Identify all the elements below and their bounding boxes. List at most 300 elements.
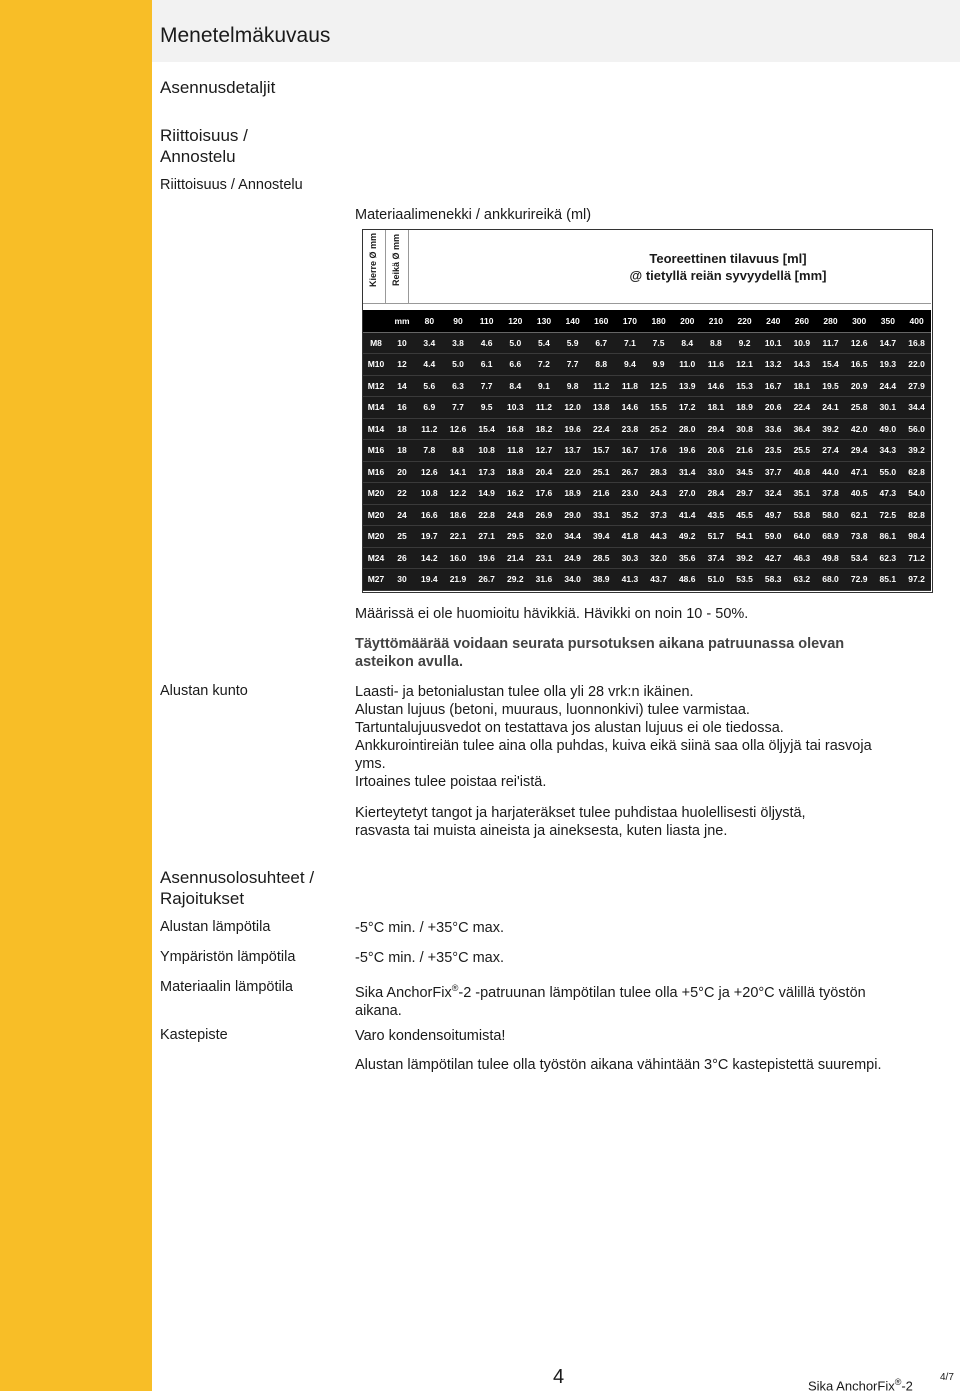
text-line: Ankkurointireiän tulee aina olla puhdas, kuiva eikä siinä saa olla öljyjä tai rasvoja xyxy=(355,738,872,754)
table-cell: 37.3 xyxy=(644,504,673,526)
table-title-line1: Teoreettinen tilavuus [ml] xyxy=(649,251,807,266)
table-cell: 97.2 xyxy=(902,569,931,591)
table-row xyxy=(363,332,931,354)
table-cell: 14.7 xyxy=(874,332,903,354)
table-cell: M16 xyxy=(363,440,389,462)
table-cell: 15.4 xyxy=(816,354,845,376)
table-cell: 32.0 xyxy=(530,526,559,548)
table-cell: 34.4 xyxy=(558,526,587,548)
table-title-line2: @ tietyllä reiän syvyydellä [mm] xyxy=(629,268,827,283)
table-cell: 10.9 xyxy=(788,332,817,354)
table-cell: 27.4 xyxy=(816,440,845,462)
table-cell: 23.1 xyxy=(530,547,559,569)
table-cell: 35.2 xyxy=(616,504,645,526)
table-cell: 24.9 xyxy=(558,547,587,569)
table-cell: 23.8 xyxy=(616,418,645,440)
table-cell: 18.1 xyxy=(788,375,817,397)
table-cell: M20 xyxy=(363,504,389,526)
table-cell: 300 xyxy=(845,310,874,332)
table-cell: 19.5 xyxy=(816,375,845,397)
table-cell: 49.8 xyxy=(816,547,845,569)
table-cell: 72.9 xyxy=(845,569,874,591)
table-cell: 13.9 xyxy=(673,375,702,397)
table-cell: 30 xyxy=(389,569,415,591)
table-cell: 120 xyxy=(501,310,530,332)
table-cell: 12.6 xyxy=(845,332,874,354)
table-cell: 11.8 xyxy=(616,375,645,397)
table-cell: 15.4 xyxy=(472,418,501,440)
table-cell: 14 xyxy=(389,375,415,397)
table-cell: mm xyxy=(389,310,415,332)
table-cell: 19.6 xyxy=(472,547,501,569)
table-cell: 8.8 xyxy=(587,354,616,376)
registered-mark: ® xyxy=(451,983,459,993)
yield-label: Riittoisuus / Annostelu xyxy=(160,177,303,193)
table-cell: 22 xyxy=(389,483,415,505)
table-cell: 12.6 xyxy=(444,418,473,440)
table-cell: 27.1 xyxy=(472,526,501,548)
table-cell: 21.4 xyxy=(501,547,530,569)
table-cell: 8.4 xyxy=(673,332,702,354)
table-row xyxy=(363,526,931,548)
table-cell: 26.7 xyxy=(616,461,645,483)
table-cell: 27.9 xyxy=(902,375,931,397)
table-cell: 47.1 xyxy=(845,461,874,483)
table-cell: 73.8 xyxy=(845,526,874,548)
table-cell: 16.5 xyxy=(845,354,874,376)
table-header-row xyxy=(363,310,931,332)
table-cell: 12.1 xyxy=(730,354,759,376)
table-cell: 11.2 xyxy=(415,418,444,440)
table-cell: 9.8 xyxy=(558,375,587,397)
table-cell: 25.1 xyxy=(587,461,616,483)
table-cell: 21.9 xyxy=(444,569,473,591)
table-cell: 16.0 xyxy=(444,547,473,569)
table-cell: 18.2 xyxy=(530,418,559,440)
table-cell: 200 xyxy=(673,310,702,332)
table-cell: 22.0 xyxy=(902,354,931,376)
footer-page-number: 4 xyxy=(553,1366,565,1388)
text-line: yms. xyxy=(355,756,386,772)
table-cell: 15.5 xyxy=(644,397,673,419)
table-cell: 22.4 xyxy=(788,397,817,419)
material-temp-line2: aikana. xyxy=(355,1002,402,1019)
table-cell: 54.0 xyxy=(902,483,931,505)
table-cell: 5.9 xyxy=(558,332,587,354)
table-cell: 16.8 xyxy=(902,332,931,354)
table-cell: 47.3 xyxy=(874,483,903,505)
table-cell: 220 xyxy=(730,310,759,332)
note-fill xyxy=(355,635,844,671)
table-cell: 34.0 xyxy=(558,569,587,591)
table-row xyxy=(363,375,931,397)
table-cell: 20 xyxy=(389,461,415,483)
table-cell: M14 xyxy=(363,397,389,419)
table-cell: 37.8 xyxy=(816,483,845,505)
table-cell: 40.8 xyxy=(788,461,817,483)
table-cell: 7.7 xyxy=(558,354,587,376)
table-cell: 9.4 xyxy=(616,354,645,376)
table-cell: 10.8 xyxy=(472,440,501,462)
table-cell: 12 xyxy=(389,354,415,376)
table-cell: 14.6 xyxy=(702,375,731,397)
table-cell: 34.5 xyxy=(730,461,759,483)
table-cell: 44.0 xyxy=(816,461,845,483)
table-cell: M24 xyxy=(363,547,389,569)
table-cell: 55.0 xyxy=(874,461,903,483)
table-cell: 13.8 xyxy=(587,397,616,419)
material-temp-label: Materiaalin lämpötila xyxy=(160,979,293,995)
divider xyxy=(363,303,931,304)
table-cell: 6.7 xyxy=(587,332,616,354)
table-cell: 260 xyxy=(788,310,817,332)
table-cell: 49.0 xyxy=(874,418,903,440)
text-line: rasvasta tai muista aineista ja aineksesta, kuten liasta jne. xyxy=(355,823,728,839)
text-line: Kierteytetyt tangot ja harjateräkset tulee puhdistaa huolellisesti öljystä, xyxy=(355,805,806,821)
table-cell: 18 xyxy=(389,418,415,440)
ambient-temp-label: Ympäristön lämpötila xyxy=(160,949,296,965)
table-cell: 12.6 xyxy=(415,461,444,483)
table-cell: 29.4 xyxy=(702,418,731,440)
table-cell: 11.6 xyxy=(702,354,731,376)
table-cell: 54.1 xyxy=(730,526,759,548)
table-cell: 400 xyxy=(902,310,931,332)
table-cell: 72.5 xyxy=(874,504,903,526)
table-cell: M27 xyxy=(363,569,389,591)
table-cell: 43.7 xyxy=(644,569,673,591)
table-cell: 9.2 xyxy=(730,332,759,354)
substrate-temp-value: -5°C min. / +35°C max. xyxy=(355,920,504,936)
table-cell: 14.9 xyxy=(472,483,501,505)
table-cell: 9.5 xyxy=(472,397,501,419)
text-line: Irtoaines tulee poistaa rei'istä. xyxy=(355,774,547,790)
table-cell: 21.6 xyxy=(730,440,759,462)
table-cell: 68.9 xyxy=(816,526,845,548)
consumption-table xyxy=(363,310,931,591)
note-fill-line1: Täyttömäärää voidaan seurata pursotuksen aikana patruunassa olevan xyxy=(355,636,845,652)
table-cell: 18.9 xyxy=(730,397,759,419)
table-cell: 13.2 xyxy=(759,354,788,376)
table-cell: 130 xyxy=(530,310,559,332)
footer-product-name: Sika AnchorFix xyxy=(808,1378,895,1391)
table-cell: 29.2 xyxy=(501,569,530,591)
table-cell: 18.8 xyxy=(501,461,530,483)
table-cell: 10.3 xyxy=(501,397,530,419)
table-cell: 53.5 xyxy=(730,569,759,591)
table-row xyxy=(363,418,931,440)
table-cell: 13.7 xyxy=(558,440,587,462)
dew-point-line1: Varo kondensoitumista! xyxy=(355,1028,506,1044)
table-cell: 56.0 xyxy=(902,418,931,440)
table-cell: 59.0 xyxy=(759,526,788,548)
table-cell: 58.3 xyxy=(759,569,788,591)
table-cell: 62.1 xyxy=(845,504,874,526)
table-cell: 5.4 xyxy=(530,332,559,354)
table-cell: 58.0 xyxy=(816,504,845,526)
table-cell: 350 xyxy=(874,310,903,332)
table-cell: M14 xyxy=(363,418,389,440)
table-cell: 170 xyxy=(616,310,645,332)
table-cell: 24.4 xyxy=(874,375,903,397)
table-cell: 35.6 xyxy=(673,547,702,569)
table-cell: 9.1 xyxy=(530,375,559,397)
table-cell: 10.1 xyxy=(759,332,788,354)
table-cell: 6.1 xyxy=(472,354,501,376)
table-cell: 6.9 xyxy=(415,397,444,419)
table-cell: M8 xyxy=(363,332,389,354)
table-cell: 28.3 xyxy=(644,461,673,483)
table-cell: 33.6 xyxy=(759,418,788,440)
divider xyxy=(408,230,409,303)
table-cell: 5.6 xyxy=(415,375,444,397)
table-cell: 32.4 xyxy=(759,483,788,505)
table-cell: 12.5 xyxy=(644,375,673,397)
table-title xyxy=(523,250,933,284)
table-cell: 7.5 xyxy=(644,332,673,354)
table-cell: 48.6 xyxy=(673,569,702,591)
table-cell: 16.7 xyxy=(616,440,645,462)
table-cell: 80 xyxy=(415,310,444,332)
table-cell: 280 xyxy=(816,310,845,332)
table-cell: 26.7 xyxy=(472,569,501,591)
dew-point-line2: Alustan lämpötilan tulee olla työstön aikana vähintään 3°C kastepistettä suurempi. xyxy=(355,1057,882,1073)
table-cell: 25.2 xyxy=(644,418,673,440)
table-cell: 39.2 xyxy=(902,440,931,462)
table-cell: 32.0 xyxy=(644,547,673,569)
substrate-text xyxy=(355,683,872,791)
table-cell: 24 xyxy=(389,504,415,526)
table-cell: 14.2 xyxy=(415,547,444,569)
table-cell: 20.6 xyxy=(759,397,788,419)
yield-heading: Riittoisuus / Annostelu xyxy=(160,126,248,166)
table-cell: 28.4 xyxy=(702,483,731,505)
substrate-label: Alustan kunto xyxy=(160,683,248,699)
table-cell: 34.3 xyxy=(874,440,903,462)
table-cell: 10 xyxy=(389,332,415,354)
table-cell: 8.4 xyxy=(501,375,530,397)
table-caption: Materiaalimenekki / ankkurireikä (ml) xyxy=(355,207,592,223)
table-cell: 37.7 xyxy=(759,461,788,483)
table-cell: 19.6 xyxy=(673,440,702,462)
table-cell: M16 xyxy=(363,461,389,483)
table-cell: 30.3 xyxy=(616,547,645,569)
table-cell: 31.6 xyxy=(530,569,559,591)
thread-column-header: Kierre Ø mm xyxy=(368,232,378,288)
table-cell: 37.4 xyxy=(702,547,731,569)
table-row xyxy=(363,461,931,483)
table-cell: 68.0 xyxy=(816,569,845,591)
table-row xyxy=(363,397,931,419)
table-cell: 18.9 xyxy=(558,483,587,505)
hole-column-header: Reikä Ø mm xyxy=(391,233,401,287)
table-cell: 30.8 xyxy=(730,418,759,440)
text-line: Laasti- ja betonialustan tulee olla yli 28 vrk:n ikäinen. xyxy=(355,684,694,700)
table-cell: M10 xyxy=(363,354,389,376)
footer-product xyxy=(808,1377,913,1391)
table-cell: 3.4 xyxy=(415,332,444,354)
table-cell: 21.6 xyxy=(587,483,616,505)
table-cell: 51.7 xyxy=(702,526,731,548)
table-cell: 7.7 xyxy=(444,397,473,419)
table-cell: 34.4 xyxy=(902,397,931,419)
conditions-heading-line2: Rajoitukset xyxy=(160,889,245,908)
table-cell: 7.7 xyxy=(472,375,501,397)
table-cell: 28.5 xyxy=(587,547,616,569)
table-cell: 38.9 xyxy=(587,569,616,591)
table-cell: 25.8 xyxy=(845,397,874,419)
table-cell: 22.1 xyxy=(444,526,473,548)
table-cell: 39.2 xyxy=(730,547,759,569)
table-cell: 27.0 xyxy=(673,483,702,505)
table-cell: 29.7 xyxy=(730,483,759,505)
table-cell: 19.6 xyxy=(558,418,587,440)
table-cell: 26 xyxy=(389,547,415,569)
table-cell: 9.9 xyxy=(644,354,673,376)
table-cell: 11.2 xyxy=(587,375,616,397)
footer-page-of: 4/7 xyxy=(940,1372,954,1383)
table-row xyxy=(363,504,931,526)
table-cell: 26.9 xyxy=(530,504,559,526)
table-cell: 51.0 xyxy=(702,569,731,591)
ambient-temp-value: -5°C min. / +35°C max. xyxy=(355,950,504,966)
table-cell: 25 xyxy=(389,526,415,548)
table-cell: 6.3 xyxy=(444,375,473,397)
table-cell: 90 xyxy=(444,310,473,332)
table-cell: 63.2 xyxy=(788,569,817,591)
table-cell: 42.7 xyxy=(759,547,788,569)
table-cell: 49.7 xyxy=(759,504,788,526)
table-cell: 42.0 xyxy=(845,418,874,440)
footer-registered-mark: ® xyxy=(894,1377,902,1387)
material-temp-value xyxy=(355,979,935,1020)
table-cell: 41.3 xyxy=(616,569,645,591)
table-row xyxy=(363,440,931,462)
table-cell: 240 xyxy=(759,310,788,332)
table-row xyxy=(363,483,931,505)
table-cell: 14.1 xyxy=(444,461,473,483)
table-cell: 16 xyxy=(389,397,415,419)
table-cell: 49.2 xyxy=(673,526,702,548)
table-cell: 7.8 xyxy=(415,440,444,462)
table-cell: 12.2 xyxy=(444,483,473,505)
table-cell: 19.3 xyxy=(874,354,903,376)
table-cell: 85.1 xyxy=(874,569,903,591)
table-cell: 3.8 xyxy=(444,332,473,354)
table-cell: 24.1 xyxy=(816,397,845,419)
table-cell: 36.4 xyxy=(788,418,817,440)
table-cell: 16.2 xyxy=(501,483,530,505)
table-cell: 180 xyxy=(644,310,673,332)
table-cell: 7.2 xyxy=(530,354,559,376)
table-cell: 16.8 xyxy=(501,418,530,440)
table-cell: 4.4 xyxy=(415,354,444,376)
table-cell: 31.4 xyxy=(673,461,702,483)
table-cell: 23.5 xyxy=(759,440,788,462)
table-cell: M12 xyxy=(363,375,389,397)
table-cell: 39.2 xyxy=(816,418,845,440)
table-cell: 16.6 xyxy=(415,504,444,526)
table-cell: 17.3 xyxy=(472,461,501,483)
sidebar-band xyxy=(0,0,152,1391)
table-cell: 11.0 xyxy=(673,354,702,376)
table-cell: 210 xyxy=(702,310,731,332)
rebar-text xyxy=(355,804,806,840)
table-cell: 12.0 xyxy=(558,397,587,419)
table-cell: 17.2 xyxy=(673,397,702,419)
table-cell: 40.5 xyxy=(845,483,874,505)
table-cell: 5.0 xyxy=(501,332,530,354)
table-row xyxy=(363,569,931,591)
table-cell: 12.7 xyxy=(530,440,559,462)
note-fill-line2: asteikon avulla. xyxy=(355,654,463,670)
dew-point-label: Kastepiste xyxy=(160,1027,228,1043)
table-cell: 17.6 xyxy=(644,440,673,462)
table-cell: 33.0 xyxy=(702,461,731,483)
conditions-heading-line1: Asennusolosuhteet / xyxy=(160,868,315,887)
table-cell: 23.0 xyxy=(616,483,645,505)
table-cell: 71.2 xyxy=(902,547,931,569)
table-cell: 41.4 xyxy=(673,504,702,526)
table-cell: 44.3 xyxy=(644,526,673,548)
table-cell: 5.0 xyxy=(444,354,473,376)
table-cell: 24.8 xyxy=(501,504,530,526)
divider xyxy=(385,230,386,303)
table-cell: 15.7 xyxy=(587,440,616,462)
material-temp-product: Sika AnchorFix xyxy=(355,984,452,1001)
table-cell: 10.8 xyxy=(415,483,444,505)
table-cell: 20.4 xyxy=(530,461,559,483)
table-cell: 24.3 xyxy=(644,483,673,505)
table-cell: 30.1 xyxy=(874,397,903,419)
table-cell: 8.8 xyxy=(702,332,731,354)
table-cell: 39.4 xyxy=(587,526,616,548)
table-cell: 98.4 xyxy=(902,526,931,548)
table-cell: 29.4 xyxy=(845,440,874,462)
table-cell: 19.7 xyxy=(415,526,444,548)
table-cell: M20 xyxy=(363,483,389,505)
table-cell: 18 xyxy=(389,440,415,462)
table-cell: 29.5 xyxy=(501,526,530,548)
page-title: Menetelmäkuvaus xyxy=(160,24,331,47)
table-cell: 18.1 xyxy=(702,397,731,419)
table-cell: 64.0 xyxy=(788,526,817,548)
table-cell: 17.6 xyxy=(530,483,559,505)
table-cell: 11.8 xyxy=(501,440,530,462)
table-cell: 140 xyxy=(558,310,587,332)
table-cell: 35.1 xyxy=(788,483,817,505)
text-line: Tartuntalujuusvedot on testattava jos alustan lujuus ei ole tiedossa. xyxy=(355,720,784,736)
note-waste: Määrissä ei ole huomioitu hävikkiä. Hävikki on noin 10 - 50%. xyxy=(355,606,749,622)
table-cell: 53.4 xyxy=(845,547,874,569)
table-cell: 33.1 xyxy=(587,504,616,526)
table-cell: 4.6 xyxy=(472,332,501,354)
table-cell: 20.9 xyxy=(845,375,874,397)
table-cell: 11.7 xyxy=(816,332,845,354)
table-cell: 20.6 xyxy=(702,440,731,462)
table-cell: 160 xyxy=(587,310,616,332)
material-temp-rest: -2 -patruunan lämpötilan tulee olla +5°C ja +20°C välillä työstön xyxy=(458,984,866,1001)
table-cell: 53.8 xyxy=(788,504,817,526)
table-cell xyxy=(363,310,389,332)
table-cell: 7.1 xyxy=(616,332,645,354)
table-cell: 86.1 xyxy=(874,526,903,548)
table-cell: 43.5 xyxy=(702,504,731,526)
table-cell: 8.8 xyxy=(444,440,473,462)
table-row xyxy=(363,354,931,376)
substrate-temp-label: Alustan lämpötila xyxy=(160,919,271,935)
table-cell: 14.3 xyxy=(788,354,817,376)
table-cell: 19.4 xyxy=(415,569,444,591)
